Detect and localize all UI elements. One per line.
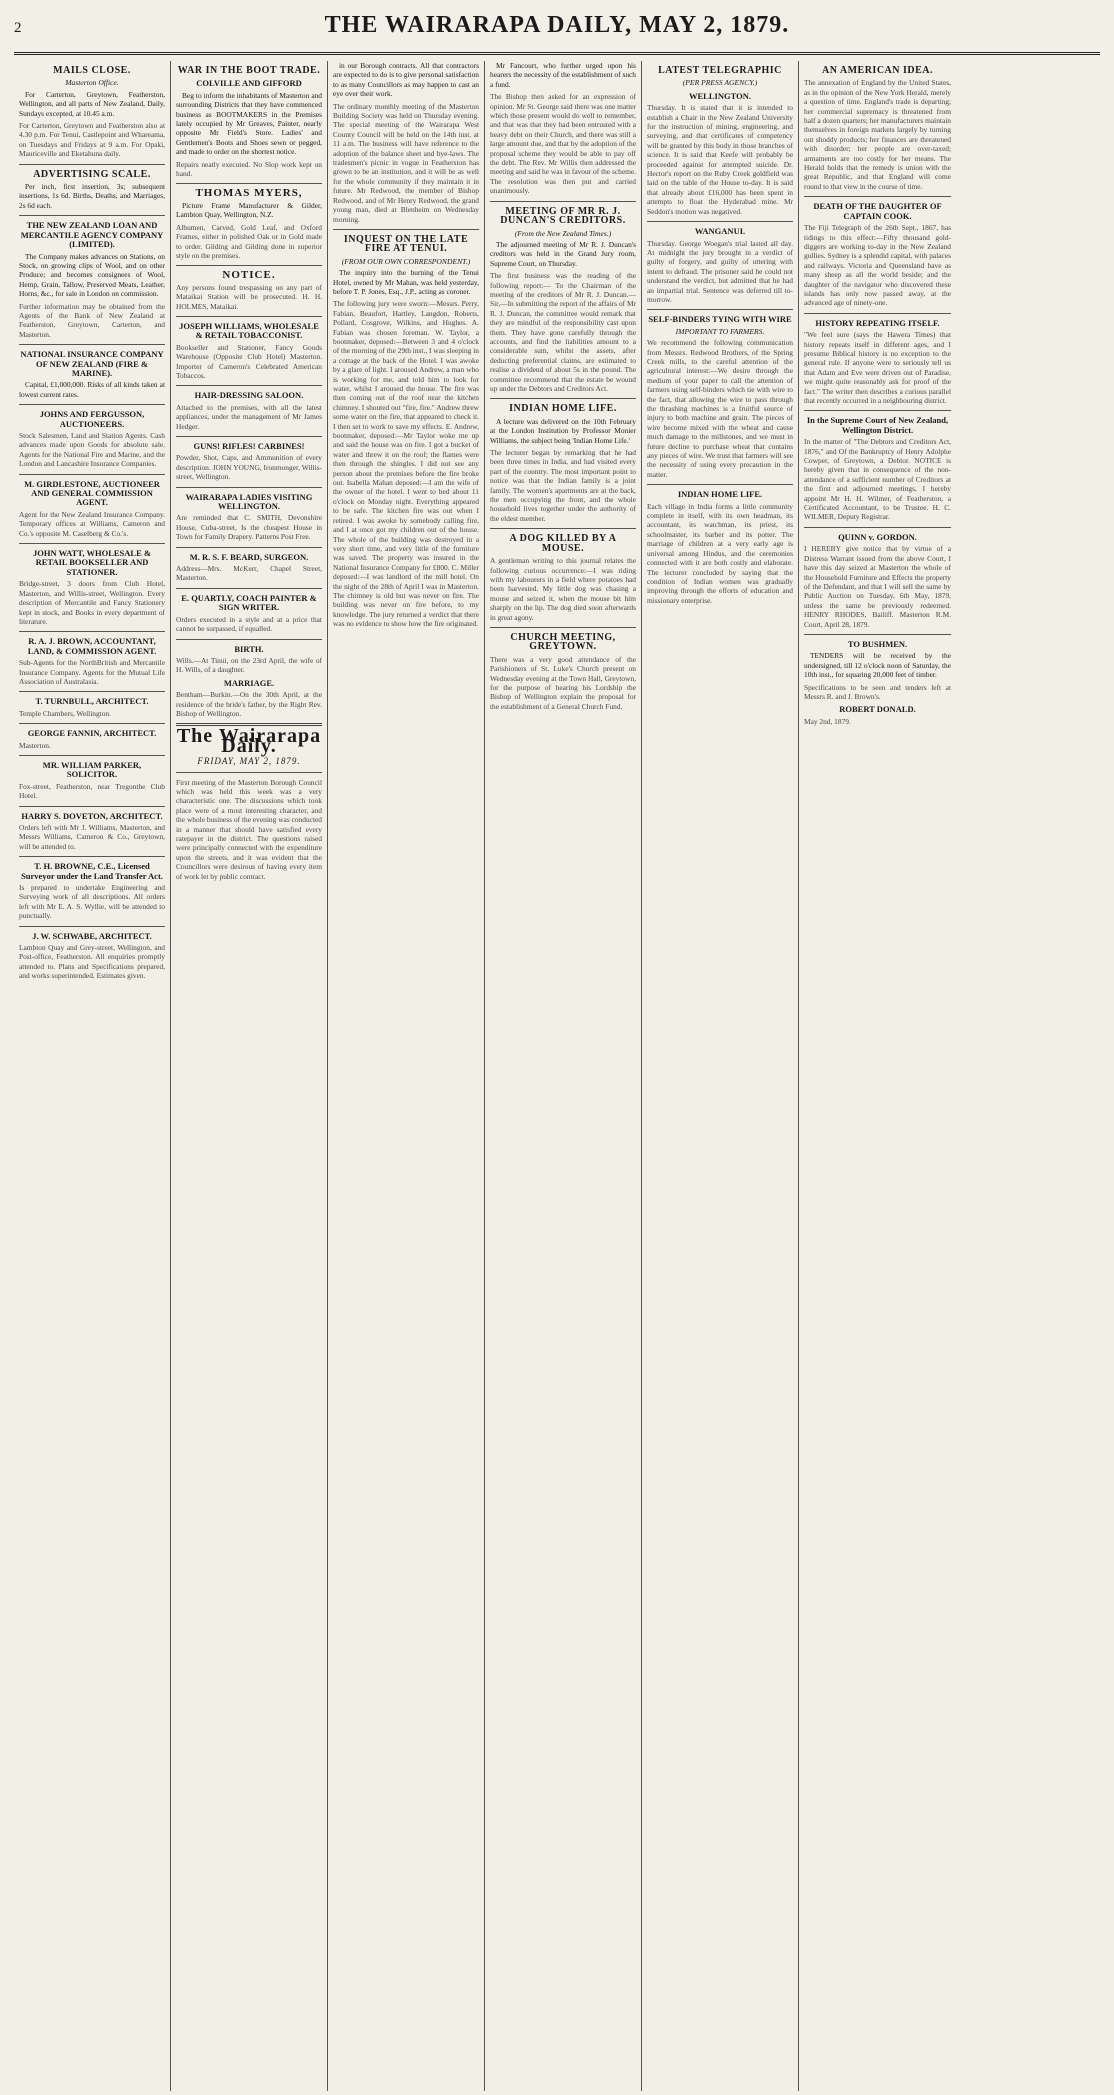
- indian-home-life-text: A lecture was delivered on the 10th February at the London Institution by Professor Monier Williams, the subject being 'Indian Home Life.': [490, 416, 636, 445]
- editorial-date: FRIDAY, MAY 2, 1879.: [197, 756, 301, 767]
- myers-text: Picture Frame Manufacturer & Gilder, Lambton Quay, Wellington, N.Z.: [176, 200, 322, 220]
- fancourt-text: Mr Fancourt, who further urged upon his hearers the necessity of the establishment of such a fund.: [490, 61, 636, 89]
- self-binders-heading: SELF-BINDERS TYING WITH WIRE: [648, 314, 792, 325]
- national-insurance-heading: NATIONAL INSURANCE COMPANY OF NEW ZEALAND (FIRE & MARINE).: [20, 349, 164, 378]
- history-repeating-heading: HISTORY REPEATING ITSELF.: [815, 317, 940, 328]
- duncan-creditors-subheading: (From the New Zealand Times.): [514, 228, 612, 238]
- telegraphic-subheading: (PER PRESS AGENCY.): [682, 78, 758, 88]
- column-5: LATEST TELEGRAPHIC (PER PRESS AGENCY.) WELLINGTON. Thursday. It is stated that it is intended to establish a Chair in the New Zealand University for the instruction of mining, engineering, and surveying, and that certificates of competency will be granted by this body in those branches of science. It is said that Keefe will probably be proceeded against for attempted suicide. Dr. Hector's report on the Ruby Creek goldfield was laid on the table of the House to-day. It is said that already about £16,000 has been spent in attempts to float the Hyderabad mine. Mr Seddon's motion was negatived. WANGANUI. Thursday. George Woegan's trial lasted all day. At midnight the jury brought in a verdict of guilty of forgery, and guilty of uttering with intent to defraud. The prisoner said he could not understand the verdict, but admitted that he had an impartial trial. Sentence was deferred till to-morrow. SELF-BINDERS TYING WITH WIRE IMPORTANT TO FARMERS. We recommend the following communication from Messrs. Redwood Brothers, of the Spring Creek mills, to the careful attention of the agricultural interest:—We desire through the medium of your paper to call the attention of farmers using self-binders which tie with wire to the fact, that allowing the wire to pass through the thrashing machines is a fruitful source of injury to both machine and grain. The pieces of wire become mixed with the wheat and cause much damage to the millstones, and we must in future decline to purchase wheat that contains any pieces of wire. We trust that farmers will see the necessity of using every precaution in the matter. INDIAN HOME LIFE. Each village in India forms a little community complete in itself, with its own headman, its accountant, its watchman, its priest, its schoolmaster, its barber and its potter. The marriage of children at a very early age is universal among Hindus, and the ceremonies connected with it are both costly and elaborate. The lecturer concluded by saying that the condition of Indian women was gradually improving through the efforts of education and missionary enterprise.: [642, 61, 799, 2091]
- boot-trade-heading: WAR IN THE BOOT TRADE.: [177, 65, 321, 76]
- wanganui-heading: WANGANUI.: [694, 226, 746, 237]
- masthead: [14, 12, 1100, 55]
- loan-agency-text: The Company makes advances on Stations, on Stock, on growing clips of Wool, and on other Produce; and becomes consignees of Wool, Hemp, Grain, Tallow, Preserved Meats, Leather, Horns, &c., for sale in London on commission.: [19, 251, 165, 299]
- loan-agency-heading: THE NEW ZEALAND LOAN AND MERCANTILE AGENCY COMPANY (LIMITED).: [20, 220, 164, 250]
- column-6: AN AMERICAN IDEA. The annexation of England by the United States, as in the opinion of the New York Herald, merely a question of time. England's trade is departing; her commercial supremacy is threatened from half a dozen quarters; her manufacturers maintain themselves in foreign markets largely by turning out shoddy products; her finances are threatened with disorder; her people are over-taxed; armaments are too costly for her means. The Herald holds that the remedy is union with the great Republic, and that England will come round to that view in the course of time. DEATH OF THE DAUGHTER OF CAPTAIN COOK. The Fiji Telegraph of the 26th Sept., 1867, has tidings to this effect:—Fifty thousand gold-diggers are working to-day in the New Zealand gullies. Sydney is a splendid capital, with palaces and railways. Victoria and Queensland have as many sheep as all the world beside; and the daughter of the navigator who discovered these islands has only now passed away, at the advanced age of ninety-one. HISTORY REPEATING ITSELF. "We feel sure (says the Hawera Times) that history repeats itself in different ages, and I presume Biblical history is no exception to the general rule. If anyone were to seriously tell us that Adam and Eve were driven out of Paradise, we might quite reasonably ask for proof of the fact." The writer then describes a curious parallel that recently occurred in a neighbouring district. In the Supreme Court of New Zealand, Wellington District. In the matter of "The Debtors and Creditors Act, 1876," and Of the Bankruptcy of Henry Adolphe Cowper, of Greytown, a Debtor. NOTICE is hereby given that in consequence of the non-attendance of a sufficient number of Creditors at the first and adjourned meetings, I hereby appoint Mr H. H. Wilmer, of Featherston, a Certificated Accountant, to be Trustee. H. C. WILMER, Deputy Registrar. QUINN v. GORDON. I HEREBY give notice that by virtue of a Distress Warrant issued from the above Court, I have this day seized at Masterton the whole of the Household Furniture and Effects the property of the Defendant, and that I will sell the same by Public Auction on Tuesday, 6th May, 1879, unless the same be previously redeemed. HENRY RHODES, Bailiff. Masterton R.M. Court, April 28, 1879. TO BUSHMEN. TENDERS will be received by the undersigned, till 12 o'clock noon of Saturday, the 10th inst., for squaring 20,000 feet of timber. Specifications to be seen and tenders left at Messrs R. and J. Brown's. ROBERT DONALD. May 2nd, 1879.: [804, 65, 951, 726]
- hairdressing-heading: HAIR-DRESSING SALOON.: [194, 390, 304, 401]
- church-meeting-heading: CHURCH MEETING, GREYTOWN.: [510, 631, 616, 653]
- advertising-scale-heading: ADVERTISING SCALE.: [33, 168, 151, 180]
- fannin-heading: GEORGE FANNIN, ARCHITECT.: [27, 728, 157, 739]
- supreme-court-heading: In the Supreme Court of New Zealand, Wellington District.: [806, 415, 949, 435]
- column-3: in our Borough contracts. All that contractors are expected to do is to give personal satisfaction to as many Councillors as may happen to cast an eye over their work. The ordinary monthly meeting of the Masterton Building Society was held on Thursday evening. The special meeting of the Wairarapa West County Council will be held on the 14th inst. at 11 a.m. The business will have reference to the adoption of the balance sheet and bye-laws. The tradesmen's picnic in vogue in Featherston has grown to be an institution, and it will be as well for the whole community if they maintain it in future. Mr Redwood, the member of Bishop Redwood, and of Mr Henry Redwood, the grand young man, died at Blenheim on Wednesday morning. INQUEST ON THE LATE FIRE AT TENUI. (FROM OUR OWN CORRESPONDENT.) The inquiry into the burning of the Tenui Hotel, owned by Mr Mahan, was held yesterday, before T. P. Jones, Esq., J.P., acting as coroner. The following jury were sworn:—Messrs. Perry, Fabian, Beaufort, Hartley, Langdon, Roberts, Pollard, Cosgrove, Wilkins, and Hughes. A. Fabian was chosen foreman. W. Taylor, a bootmaker, deposed:—Between 3 and 4 o'clock of the morning of the 29th inst., I was sleeping in a cottage at the back of the Hotel. I was awoke by a glare of light. I aroused Andrew, a man who is working for me, and told him to look for water, whilst I aroused the house. The fire was then coming out of the roof near the kitchen chimney. I shouted out "fire, fire." Andrew threw some water on the fire, that appeared to check it. I then set to work to save my effects. E. Andrew, bootmaker, deposed:—Mr Taylor woke me up and said the house was on fire. I got a bucket of water and threw it on the roof; the flames were then through the shingles. I did not see any person about the premises before the fire broke out. Isabella Mahan deposed:—I am the wife of the owner of the hotel. I went to bed about 11 o'clock on Monday night. Everything appeared to be safe. The kitchen fire was out when I retired. I was awoke by somebody calling fire, and I at once got my children out of the house. The whole of the building was destroyed in a very short time, and very little of the furniture was saved. The property was insured in the National Insurance Company for £800. C. Miller deposed:—I was landlord of the mill hotel. On the night of the 28th of April I was in Masterton. The chimney is old but was never on fire. The building was never on fire before, to my knowledge. The jury returned a verdict that there was no evidence to show how the fire originated.: [328, 61, 485, 2091]
- captain-cook-heading: DEATH OF THE DAUGHTER OF CAPTAIN COOK.: [813, 201, 942, 221]
- advertising-scale-text: Per inch, first insertion, 3s; subsequent insertions, 1s 6d. Births, Deaths, and Marriages, 2s 6d each.: [19, 182, 165, 210]
- schwabe-heading: J. W. SCHWABE, ARCHITECT.: [32, 930, 152, 941]
- newspaper-title: THE WAIRARAPA DAILY, MAY 2, 1879.: [324, 12, 790, 38]
- joseph-williams-heading: JOSEPH WILLIAMS, WHOLESALE & RETAIL TOBACCONIST.: [179, 320, 319, 341]
- doveton-heading: HARRY S. DOVETON, ARCHITECT.: [21, 810, 163, 821]
- bushmen-signature: ROBERT DONALD.: [839, 704, 916, 715]
- turnbull-heading: T. TURNBULL, ARCHITECT.: [35, 696, 149, 707]
- column-2: WAR IN THE BOOT TRADE. COLVILLE AND GIFFORD Beg to inform the inhabitants of Masterton and surrounding Districts that they have commenced business as BOOTMAKERS in the Premises lately occupied by Mr Greaves, Painter, nearly opposite Mr Field's Store. Ladies' and Gentlemen's Boots and Shoes sewn or pegged, and made to order on the shortest notice. Repairs neatly executed. No Slop work kept on hand. THOMAS MYERS, Picture Frame Manufacturer & Gilder, Lambton Quay, Wellington, N.Z. Albumen, Carved, Gold Leaf, and Oxford Frames, either in polished Oak or in Gold made to order. Gilding and Gilding done in superior style on the premises. NOTICE. Any persons found trespassing on any part of Mataikai Station will be prosecuted. H. H. HOLMES, Mataikai. JOSEPH WILLIAMS, WHOLESALE & RETAIL TOBACCONIST. Bookseller and Stationer, Fancy Goods Warehouse (Opposite Club Hotel) Masterton. Importer of Cameron's Celebrated American Tobaccos. HAIR-DRESSING SALOON. Attached to the premises, with all the latest appliances, under the management of Mr James Hedger. GUNS! RIFLES! CARBINES! Powder, Shot, Caps, and Ammunition of every description. JOHN YOUNG, Ironmonger, Willis-street, Wellington. WAIRARAPA LADIES VISITING WELLINGTON. Are reminded that C. SMITH, Devonshire House, Cuba-street, Is the cheapest House in Town for Family Drapery. Patterns Post Free. M. R. S. F. BEARD, SURGEON. Address—Mrs. McKerr, Chapel Street, Masterton. E. QUARTLY, COACH PAINTER & SIGN WRITER. Orders executed in a style and at a price that cannot be surpassed, if equalled. BIRTH. Wills.—At Tinui, on the 23rd April, the wife of H. Wills, of a daughter. MARRIAGE. Bentham—Burkin.—On the 30th April, at the residence of the bride's father, by the Right Rev. Bishop of Wellington. The Wairarapa Daily. FRIDAY, MAY 2, 1879. First meeting of the Masterton Borough Council which was held this week was a very characteristic one. The discussions which took place were of a most interesting character, and the whole business of the evening was conducted in a manner that should have satisfied every ratepayer in the district. The questions raised were principally connected with the expenditure upon the streets, and it was evident that the Councillors were desirous of having every item of work let by public contract.: [171, 61, 328, 2091]
- self-binders-subheading: IMPORTANT TO FARMERS.: [675, 326, 765, 336]
- dog-mouse-heading: A DOG KILLED BY A MOUSE.: [509, 533, 617, 554]
- guns-heading: GUNS! RIFLES! CARBINES!: [193, 441, 305, 451]
- girdlestone-heading: M. GIRDLESTONE, AUCTIONEER AND GENERAL COMMISSION AGENT.: [24, 478, 160, 508]
- quinn-gordon-heading: QUINN v. GORDON.: [838, 531, 917, 542]
- bushmen-heading: TO BUSHMEN.: [847, 638, 908, 649]
- borough-contracts-text: in our Borough contracts. All that contractors are expected to do is to give personal satisfaction to as many Councillors as may happen to cast an eye over their work.: [333, 61, 479, 99]
- mails-close-heading: MAILS CLOSE.: [53, 65, 131, 76]
- inquest-text: The inquiry into the burning of the Tenui Hotel, owned by Mr Mahan, was held yesterday, before T. P. Jones, Esq., J.P., acting as coroner.: [333, 268, 479, 296]
- marriage-heading: MARRIAGE.: [223, 677, 275, 688]
- column-1: MAILS CLOSE. Masterton Office. For Carterton, Greytown, Featherston, Wellington, and all parts of New Zealand, Daily, Sundays excepted, at 10.45 a.m. For Carterton, Greytown and Featherston also at 4.30 p.m. For Tenui, Castlepoint and Whareama, on Tuesdays and Fridays at 9 a.m. For Opaki, Mauriceville and Eketahuna daily. ADVERTISING SCALE. Per inch, first insertion, 3s; subsequent insertions, 1s 6d. Births, Deaths, and Marriages, 2s 6d each. THE NEW ZEALAND LOAN AND MERCANTILE AGENCY COMPANY (LIMITED). The Company makes advances on Stations, on Stock, on growing clips of Wool, and on other Produce; and becomes consignees of Wool, Hemp, Grain, Tallow, Preserved Meats, Leather, Horns, &c., for sale in London on commission. Further information may be obtained from the Agents of the Bank of New Zealand at Featherston, Greytown, Carterton, and Masterton. NATIONAL INSURANCE COMPANY OF NEW ZEALAND (FIRE & MARINE). Capital, £1,000,000. Risks of all kinds taken at lowest current rates. JOHNS AND FERGUSSON, AUCTIONEERS. Stock Salesmen, Land and Station Agents. Cash advances made upon Goods for absolute sale. Agents for the National Fire and Marine, and the London and Lancashire Insurance Companies. M. GIRDLESTONE, AUCTIONEER AND GENERAL COMMISSION AGENT. Agent for the New Zealand Insurance Company. Temporary offices at Williams, Cameron and Co.'s opposite M. Caselberg & Co.'s. JOHN WATT, WHOLESALE & RETAIL BOOKSELLER AND STATIONER. Bridge-street, 3 doors from Club Hotel, Masterton, and Willis-street, Wellington. Every description of Mercantile and Fancy Stationery kept in stock, and Books in every department of literature. R. A. J. BROWN, ACCOUNTANT, LAND, & COMMISSION AGENT. Sub-Agents for the NorthBritish and Mercantile Insurance Company. Agents for the Mutual Life Association of Australasia. T. TURNBULL, ARCHITECT. Temple Chambers, Wellington. GEORGE FANNIN, ARCHITECT. Masterton. MR. WILLIAM PARKER, SOLICITOR. Fox-street, Featherston, near Tregonthe Club Hotel. HARRY S. DOVETON, ARCHITECT. Orders left with Mr J. Williams, Masterton, and Messrs Williams, Cameron & Co., Greytown, will be attended to. T. H. BROWNE, C.E., Licensed Surveyor under the Land Transfer Act. Is prepared to undertake Engineering and Surveying work of all descriptions. All orders left with Mr E. A. S. Wyllie, will be attended to punctually. J. W. SCHWABE, ARCHITECT. Lambton Quay and Grey-street, Wellington, and Post-office, Featherston. All enquiries promptly attended to. Plans and Specifications prepared, and works superintended. Estimates given.: [14, 61, 171, 2091]
- quartly-heading: E. QUARTLY, COACH PAINTER & SIGN WRITER.: [181, 592, 317, 613]
- wairarapa-ladies-heading: WAIRARAPA LADIES VISITING WELLINGTON.: [185, 491, 313, 512]
- bushmen-text: TENDERS will be received by the undersigned, till 12 o'clock noon of Saturday, the 10th inst., for squaring 20,000 feet of timber.: [804, 651, 951, 680]
- myers-heading: THOMAS MYERS,: [195, 187, 303, 200]
- american-idea-heading: AN AMERICAN IDEA.: [821, 65, 933, 76]
- john-watt-heading: JOHN WATT, WHOLESALE & RETAIL BOOKSELLER AND STATIONER.: [33, 548, 151, 577]
- johns-fergusson-heading: JOHNS AND FERGUSSON, AUCTIONEERS.: [39, 409, 145, 429]
- telegraphic-heading: LATEST TELEGRAPHIC: [658, 65, 782, 76]
- mails-close-text: For Carterton, Greytown, Featherston, Wellington, and all parts of New Zealand, Daily, Sundays excepted, at 10.45 a.m.: [19, 89, 165, 118]
- birth-heading: BIRTH.: [234, 643, 264, 654]
- duncan-creditors-text: The adjourned meeting of Mr R. J. Duncan's creditors was held in the Grand Jury room, Supreme Court, on Thursday.: [490, 239, 636, 268]
- browne-heading: T. H. BROWNE, C.E., Licensed Surveyor under the Land Transfer Act.: [21, 861, 163, 881]
- colville-gifford-text: Beg to inform the inhabitants of Masterton and surrounding Districts that they have commenced business as BOOTMAKERS in the Premises lately occupied by Mr Greaves, Painter, nearly opposite Mr Field's Store. Ladies' and Gentlemen's Boots and Shoes sewn or pegged, and made to order on the shortest notice.: [176, 90, 322, 157]
- indian-home-life-heading-col4: INDIAN HOME LIFE.: [509, 403, 617, 415]
- beard-heading: M. R. S. F. BEARD, SURGEON.: [189, 551, 309, 562]
- parker-heading: MR. WILLIAM PARKER, SOLICITOR.: [42, 759, 142, 780]
- page-number: 2: [14, 20, 22, 36]
- colville-gifford-heading: COLVILLE AND GIFFORD: [196, 78, 302, 89]
- national-insurance-text: Capital, £1,000,000. Risks of all kinds taken at lowest current rates.: [19, 380, 165, 399]
- column-4: Mr Fancourt, who further urged upon his hearers the necessity of the establishment of such a fund. The Bishop then asked for an expression of opinion. Mr St. George said there was one matter which those present would do well to remember, and that was that they had been entrusted with a heavy debt on their Church, and there was still a large amount due, and that by the adoption of the proposal scheme they would be able to pay off the debt. The Rev. Mr Willis then addressed the meeting and said he was in favour of the scheme. The resolution was then put and carried unanimously. MEETING OF MR R. J. DUNCAN'S CREDITORS. (From the New Zealand Times.) The adjourned meeting of Mr R. J. Duncan's creditors was held in the Grand Jury room, Supreme Court, on Thursday. The first business was the reading of the following report:— To the Chairman of the meeting of the creditors of Mr R. J. Duncan.—Sir,—In submitting the report of the affairs of Mr R. J. Duncan, the committee would remark that they are mindful of the responsibility cast upon them. They have gone carefully through the accounts, and find the liabilities amount to a considerable sum, whilst the assets, after deducting preferential claims, are estimated to realise a dividend of about 5s in the pound. The committee recommend that the estate be wound up under the Debtors and Creditors Act. INDIAN HOME LIFE. A lecture was delivered on the 10th February at the London Institution by Professor Monier Williams, the subject being 'Indian Home Life.' The lecturer began by remarking that he had been three times in India, and had visited every part of the country. The most important point to notice was that the Indian family is a joint family. The women's apartments are at the back, the men occupying the front, and the whole household lives together under the authority of the eldest member. A DOG KILLED BY A MOUSE. A gentleman writing to this journal relates the following curious occurrence:—I was riding with my labourers in a field where potatoes had been harvested. My little dog was chasing a mouse and seized it, when the mouse bit him sharply on the lip. The dog died soon afterwards in great agony. CHURCH MEETING, GREYTOWN. There was a very good attendance of the Parishioners of St. Luke's Church present on Wednesday evening at the Town Hall, Greytown, for the purpose of hearing his Lordship the Bishop of Wellington explain the proposal for the establishment of a General Church Fund.: [485, 61, 642, 2091]
- masterton-office-subheading: Masterton Office.: [65, 78, 119, 88]
- inquest-subheading: (FROM OUR OWN CORRESPONDENT.): [341, 256, 471, 266]
- inquest-heading: INQUEST ON THE LATE FIRE AT TENUI.: [343, 233, 469, 255]
- notice-heading: NOTICE.: [222, 269, 276, 282]
- wellington-heading: WELLINGTON.: [689, 90, 751, 101]
- editorial-flag: The Wairarapa Daily.: [176, 725, 322, 757]
- indian-home-life-heading-col5: INDIAN HOME LIFE.: [677, 489, 763, 500]
- brown-accountant-heading: R. A. J. BROWN, ACCOUNTANT, LAND, & COMMISSION AGENT.: [27, 636, 157, 656]
- duncan-creditors-heading: MEETING OF MR R. J. DUNCAN'S CREDITORS.: [500, 205, 626, 227]
